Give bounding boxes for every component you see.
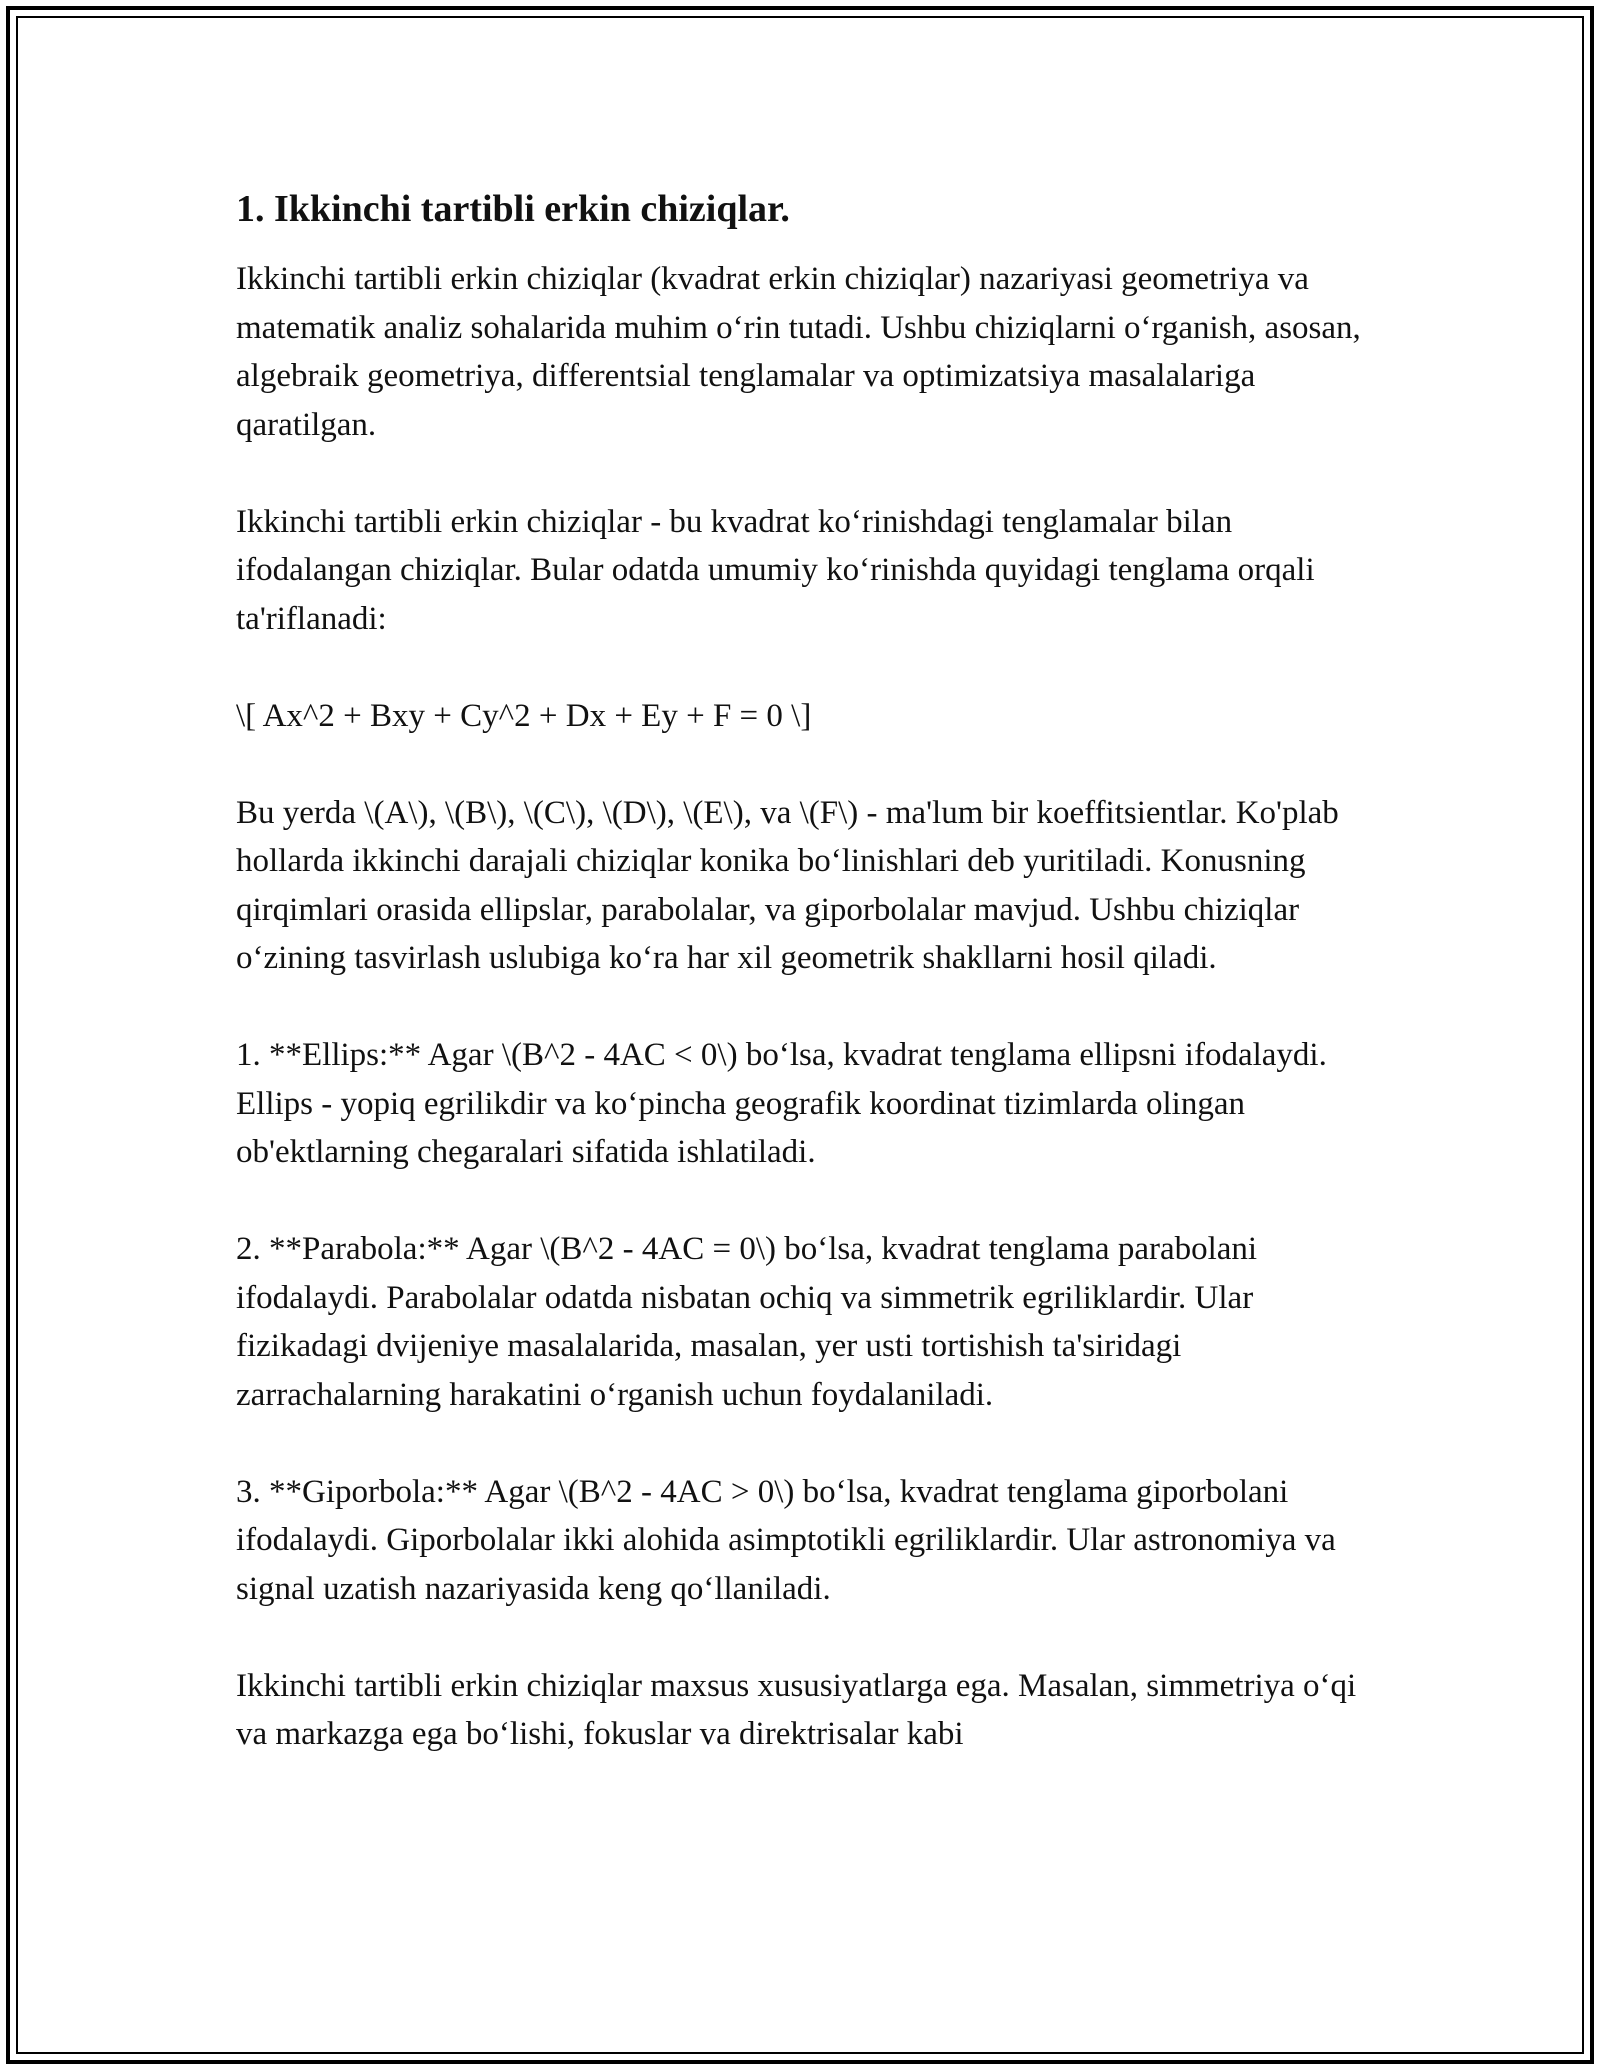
paragraph-properties: Ikkinchi tartibli erkin chiziqlar maxsus xususiyatlarga ega. Masalan, simmetriya o‘qi va markazga ega bo‘lishi, fokuslar va direktrisalar kabi <box>236 1667 1357 1752</box>
list-item-hyperbola: 3. **Giporbola:** Agar \(B^2 - 4AC > 0\) bo‘lsa, kvadrat tenglama giporbolani ifodalaydi. Giporbolalar ikki alohida asimptotikli egriliklardir. Ular astronomiya va signal uzatish nazariyasida keng qo‘llaniladi. <box>236 1473 1336 1607</box>
document-body <box>236 185 1386 1759</box>
list-item-ellipse: 1. **Ellips:** Agar \(B^2 - 4AC < 0\) bo‘lsa, kvadrat tenglama ellipsni ifodalaydi. Ellips - yopiq egrilikdir va ko‘pincha geografik koordinat tizimlarda olingan ob'ektlarning chegaralari sifatida ishlatiladi. <box>236 1037 1327 1170</box>
section-title: 1. Ikkinchi tartibli erkin chiziqlar. <box>236 188 790 230</box>
paragraph-definition: Ikkinchi tartibli erkin chiziqlar - bu kvadrat ko‘rinishdagi tenglamalar bilan ifodalangan chiziqlar. Bular odatda umumiy ko‘rinishda quyidagi tenglama orqali ta'riflanadi: <box>236 503 1315 637</box>
equation-general-form: \[ Ax^2 + Bxy + Cy^2 + Dx + Ey + F = 0 \] <box>236 697 812 734</box>
paragraph-coefficients: Bu yerda \(A\), \(B\), \(C\), \(D\), \(E\), va \(F\) - ma'lum bir koeffitsientlar. Ko'plab hollarda ikkinchi darajali chiziqlar konika bo‘linishlari deb yuritiladi. Konusning qirqimlari orasida ellipslar, parabolalar, va giporbolalar mavjud. Ushbu chiziqlar o‘zining tasvirlash uslubiga ko‘ra har xil geometrik shakllarni hosil qiladi. <box>236 794 1339 976</box>
list-item-parabola: 2. **Parabola:** Agar \(B^2 - 4AC = 0\) bo‘lsa, kvadrat tenglama parabolani ifodalaydi. Parabolalar odatda nisbatan ochiq va simmetrik egriliklardir. Ular fizikadagi dvijeniye masalalarida, masalan, yer usti tortishish ta'siridagi zarrachalarning harakatini o‘rganish uchun foydalaniladi. <box>236 1231 1258 1413</box>
paragraph-intro: Ikkinchi tartibli erkin chiziqlar (kvadrat erkin chiziqlar) nazariyasi geometriya va matematik analiz sohalarida muhim o‘rin tutadi. Ushbu chiziqlarni o‘rganish, asosan, algebraik geometriya, differentsial tenglamalar va optimizatsiya masalalariga qaratilgan. <box>236 261 1361 443</box>
